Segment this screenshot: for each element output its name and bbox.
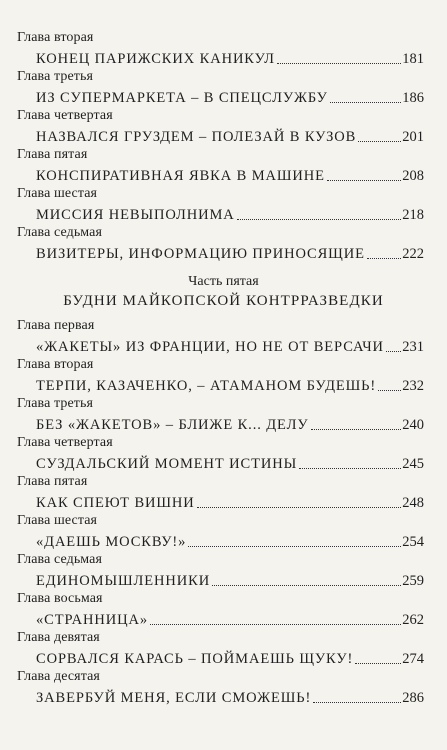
- part-title: БУДНИ МАЙКОПСКОЙ КОНТРРАЗВЕДКИ: [63, 293, 384, 309]
- chapter-label: Глава девятая: [17, 630, 100, 645]
- chapter-title: «ДАЕШЬ МОСКВУ!»: [36, 534, 187, 550]
- part-label: Часть пятая: [188, 274, 259, 289]
- chapter-title: СОРВАЛСЯ КАРАСЬ – ПОЙМАЕШЬ ЩУКУ!: [36, 651, 354, 667]
- chapter-title: КОНЕЦ ПАРИЖСКИХ КАНИКУЛ: [36, 51, 275, 67]
- dot-leader: [313, 702, 401, 703]
- dot-leader: [367, 258, 401, 259]
- chapter-label: Глава третья: [17, 69, 94, 84]
- page-number: 286: [402, 690, 424, 706]
- toc-entry: [0, 356, 447, 395]
- chapter-title: СУЗДАЛЬСКИЙ МОМЕНТ ИСТИНЫ: [36, 456, 298, 472]
- chapter-label: Глава третья: [17, 396, 94, 411]
- toc-section-bottom: [0, 317, 447, 707]
- chapter-label: Глава восьмая: [17, 591, 103, 606]
- page-number: 218: [402, 207, 424, 223]
- page-number: 245: [402, 456, 424, 472]
- dot-leader: [358, 141, 401, 142]
- chapter-title: ЕДИНОМЫШЛЕННИКИ: [36, 573, 211, 589]
- toc-line: [36, 453, 424, 473]
- toc-entry: [0, 629, 447, 668]
- dot-leader: [355, 663, 401, 664]
- toc-line: [36, 87, 424, 107]
- toc-entry: [0, 107, 447, 146]
- dot-leader: [386, 351, 401, 352]
- toc-entry: [0, 434, 447, 473]
- chapter-label: Глава пятая: [17, 147, 88, 162]
- dot-leader: [277, 63, 401, 64]
- page-number: 248: [402, 495, 424, 511]
- toc-line: [36, 570, 424, 590]
- toc-entry: [0, 473, 447, 512]
- chapter-title: КОНСПИРАТИВНАЯ ЯВКА В МАШИНЕ: [36, 168, 325, 184]
- toc-entry: [0, 146, 447, 185]
- toc-line: [36, 609, 424, 629]
- chapter-title: НАЗВАЛСЯ ГРУЗДЕМ – ПОЛЕЗАЙ В КУЗОВ: [36, 129, 357, 145]
- chapter-title: ТЕРПИ, КАЗАЧЕНКО, – АТАМАНОМ БУДЕШЬ!: [36, 378, 377, 394]
- page-number: 254: [402, 534, 424, 550]
- chapter-label: Глава четвертая: [17, 108, 113, 123]
- page-number: 232: [402, 378, 424, 394]
- chapter-title: ЗАВЕРБУЙ МЕНЯ, ЕСЛИ СМОЖЕШЬ!: [36, 690, 312, 706]
- toc-entry: [0, 224, 447, 263]
- page-number: 208: [402, 168, 424, 184]
- toc-line: [36, 492, 424, 512]
- chapter-title: ВИЗИТЕРЫ, ИНФОРМАЦИЮ ПРИНОСЯЩИЕ: [36, 246, 365, 262]
- page-number: 259: [402, 573, 424, 589]
- page-number: 186: [402, 90, 424, 106]
- page-number: 231: [402, 339, 424, 355]
- toc-line: [36, 126, 424, 146]
- toc-line: [36, 687, 424, 707]
- chapter-label: Глава первая: [17, 318, 95, 333]
- toc-entry: [0, 512, 447, 551]
- chapter-label: Глава седьмая: [17, 552, 103, 567]
- dot-leader: [299, 468, 401, 469]
- dot-leader: [378, 390, 401, 391]
- page-number: 181: [402, 51, 424, 67]
- toc-line: [36, 375, 424, 395]
- toc-line: [36, 648, 424, 668]
- chapter-title: «ЖАКЕТЫ» ИЗ ФРАНЦИИ, НО НЕ ОТ ВЕРСАЧИ: [36, 339, 384, 355]
- toc-line: [36, 414, 424, 434]
- chapter-title: МИССИЯ НЕВЫПОЛНИМА: [36, 207, 235, 223]
- chapter-label: Глава десятая: [17, 669, 100, 684]
- page-number: 201: [402, 129, 424, 145]
- toc-section-top: [0, 29, 447, 263]
- toc-entry: [0, 590, 447, 629]
- toc-line: [36, 165, 424, 185]
- dot-leader: [197, 507, 402, 508]
- chapter-title: КАК СПЕЮТ ВИШНИ: [36, 495, 195, 511]
- toc-entry: [0, 185, 447, 224]
- page-number: 222: [402, 246, 424, 262]
- toc-entry: [0, 395, 447, 434]
- chapter-title: ИЗ СУПЕРМАРКЕТА – В СПЕЦСЛУЖБУ: [36, 90, 328, 106]
- page-number: 262: [402, 612, 424, 628]
- chapter-label: Глава шестая: [17, 186, 98, 201]
- page-number: 274: [402, 651, 424, 667]
- dot-leader: [327, 180, 401, 181]
- chapter-label: Глава вторая: [17, 30, 94, 45]
- dot-leader: [330, 102, 401, 103]
- toc-line: [36, 336, 424, 356]
- chapter-label: Глава четвертая: [17, 435, 113, 450]
- dot-leader: [212, 585, 401, 586]
- toc-entry: [0, 29, 447, 68]
- toc-entry: [0, 68, 447, 107]
- dot-leader: [150, 624, 401, 625]
- chapter-label: Глава вторая: [17, 357, 94, 372]
- toc-line: [36, 243, 424, 263]
- toc-line: [36, 204, 424, 224]
- chapter-title: БЕЗ «ЖАКЕТОВ» – БЛИЖЕ К... ДЕЛУ: [36, 417, 309, 433]
- chapter-label: Глава шестая: [17, 513, 98, 528]
- toc-entry: [0, 317, 447, 356]
- dot-leader: [237, 219, 402, 220]
- toc-entry: [0, 668, 447, 707]
- chapter-label: Глава седьмая: [17, 225, 103, 240]
- toc-line: [36, 48, 424, 68]
- toc-entry: [0, 551, 447, 590]
- page-number: 240: [402, 417, 424, 433]
- dot-leader: [188, 546, 401, 547]
- dot-leader: [311, 429, 402, 430]
- chapter-title: «СТРАННИЦА»: [36, 612, 148, 628]
- chapter-label: Глава пятая: [17, 474, 88, 489]
- toc-line: [36, 531, 424, 551]
